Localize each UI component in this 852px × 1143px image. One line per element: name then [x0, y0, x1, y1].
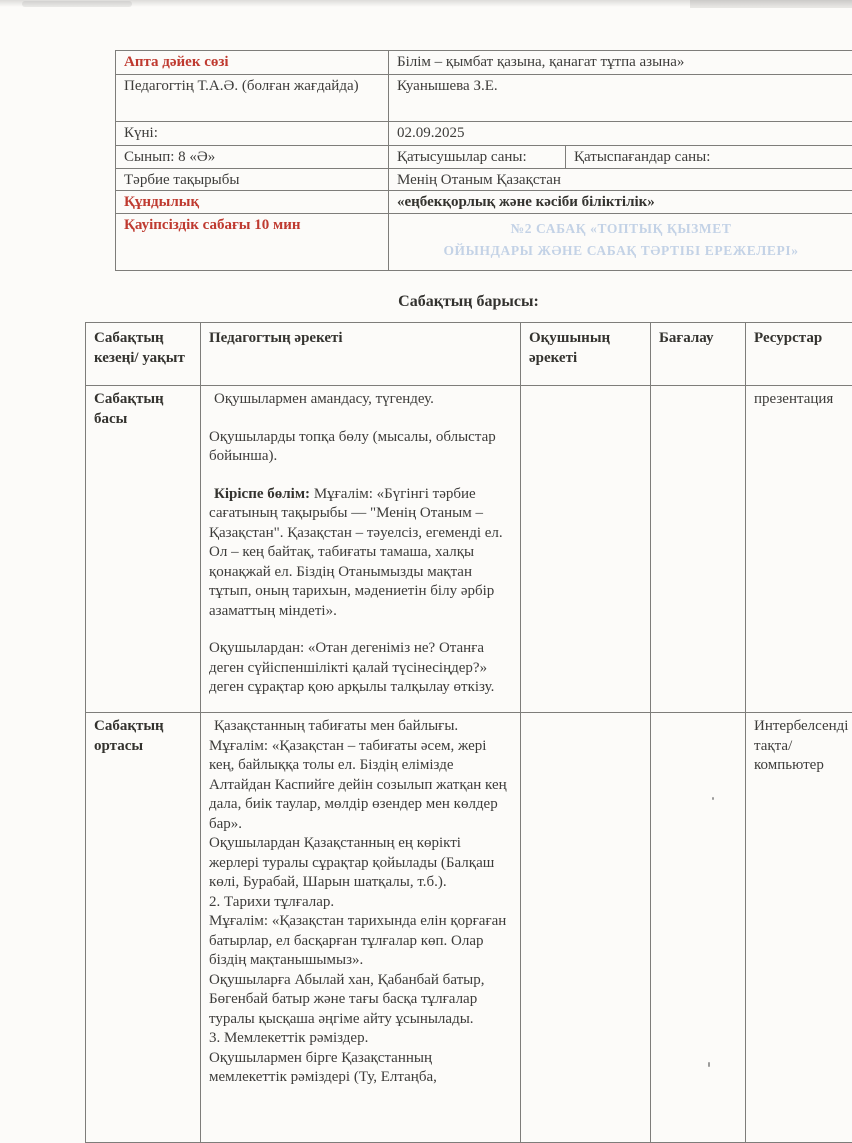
- info-row-topic: [116, 169, 852, 191]
- date-value: 02.09.2025: [397, 125, 465, 141]
- resources-cell: Интербелсенді тақта/ компьютер: [754, 718, 849, 773]
- pedagog-paragraph: Оқушылардан Қазақстанның ең көрікті жерлері туралы сұрақтар қойылады (Балқаш көлі, Бурабай, Шарын шатқалы, т.б.).: [209, 835, 495, 890]
- header-teacher-action: Педагогтың әрекеті: [201, 323, 521, 385]
- intro-lead: Кіріспе бөлім:: [214, 485, 311, 502]
- lesson-table-header: [86, 323, 852, 386]
- scan-smudge: [22, 1, 132, 7]
- teacher-action-cell: [201, 713, 521, 1142]
- pedagog-paragraph: Оқушыларды топқа бөлу (мысалы, облыстар бойынша).: [209, 428, 496, 464]
- pedagog-paragraph: 3. Мемлекеттік рәміздер.: [209, 1030, 369, 1046]
- participants-label: Қатысушылар саны:: [389, 146, 566, 168]
- values-label: Құндылық: [116, 191, 389, 213]
- resources-cell: презентация: [754, 391, 834, 407]
- info-row-class: [116, 146, 852, 169]
- teacher-label: Педагогтің Т.А.Ә. (болған жағдайда): [116, 75, 389, 121]
- teacher-action-cell: [201, 386, 521, 712]
- pedagog-paragraph: Қазақстанның табиғаты мен байлығы.: [214, 718, 459, 734]
- info-row-safety: [116, 214, 852, 271]
- section-heading: Сабақтың барысы:: [398, 293, 539, 310]
- teacher-name: Куанышева З.Е.: [397, 78, 498, 94]
- pedagog-paragraph: Мұғалім: «Қазақстан тарихында елін қорғаған батырлар, ел басқарған тұлғалар көп. Олар біздің мақтанышымыз».: [209, 913, 507, 968]
- info-row-teacher: [116, 75, 852, 122]
- faint-blue-stamp: [389, 214, 852, 270]
- header-stage: Сабақтың кезеңі/ уақыт: [86, 323, 201, 385]
- assessment-cell: [651, 713, 746, 1142]
- stage-cell: Сабақтың басы: [86, 386, 201, 712]
- quote-label: Апта дәйек сөзі: [116, 51, 389, 74]
- stamp-line-1: №2 САБАҚ «ТОПТЫҚ ҚЫЗМЕТ: [510, 221, 732, 236]
- quote-value: Білім – қымбат қазына, қанагат тұтпа азына»: [397, 54, 685, 70]
- info-row-date: [116, 122, 852, 146]
- date-label: Күні:: [116, 122, 389, 145]
- topic-label: Тәрбие тақырыбы: [116, 169, 389, 190]
- header-student-action: Оқушының әрекеті: [521, 323, 651, 385]
- absentees-label: Қатыспағандар саны:: [574, 149, 711, 165]
- pedagog-paragraph: Оқушылардан: «Отан дегеніміз не? Отанға деген сүйіспеншілікті қалай түсінесіңдер?» деген сұрақтар қою арқылы талқылау өткізу.: [209, 640, 495, 695]
- pedagog-paragraph: 2. Тарихи тұлғалар.: [209, 893, 335, 910]
- topic-value: Менің Отаным Қазақстан: [397, 172, 561, 188]
- safety-label: Қауіпсіздік сабағы 10 мин: [116, 214, 389, 270]
- pedagog-paragraph: Мұғалім: «Қазақстан – табиғаты әсем, жері кең, байлыққа толы ел. Біздің елімізде Алтайдан Каспийге дейін созылып жатқан кең дала, биік таулар, мөлдір өзендер мен көлдер бар».: [209, 737, 507, 832]
- lesson-flow-table: [85, 322, 852, 1143]
- stage-cell: Сабақтың ортасы: [86, 713, 201, 1142]
- info-row-value: [116, 191, 852, 214]
- pedagog-paragraph: [209, 485, 512, 622]
- header-resources: Ресурстар: [754, 330, 823, 346]
- student-action-cell: [521, 386, 651, 712]
- pedagog-paragraph: Оқушыларға Абылай хан, Қабанбай батыр, Бөгенбай батыр және тағы басқа тұлғалар туралы қысқаша әңгіме айту ұсынылады.: [209, 971, 485, 1027]
- table-row-lesson-middle: [86, 713, 852, 1143]
- student-action-cell: [521, 713, 651, 1142]
- assessment-cell: [651, 386, 746, 712]
- intro-rest: Мұғалім: «Бүгінгі тәрбие сағатының тақырыбы — "Менің Отаным – Қазақстан". Қазақстан – тәуелсіз, егеменді ел. Ол – кең байтақ, табиғаты тамаша, халқы қонақжай ел. Біздің Отанымызды мақтан тұтып, оның тарихын, мәдениетін білу әрбір азаматтың міндеті».: [209, 485, 503, 619]
- scan-smudge: [690, 0, 852, 8]
- header-assessment: Бағалау: [651, 323, 746, 385]
- info-row-quote: [116, 51, 852, 75]
- lesson-info-table: [115, 50, 852, 271]
- stamp-line-2: ОЙЫНДАРЫ ЖӘНЕ САБАҚ ТӘРТІБІ ЕРЕЖЕЛЕРІ»: [443, 243, 799, 258]
- values-value: «еңбекқорлық және кәсіби біліктілік»: [397, 194, 655, 210]
- pedagog-paragraph: Оқушылармен бірге Қазақстанның мемлекеттік рәміздері (Ту, Елтаңба,: [209, 1049, 437, 1085]
- pedagog-paragraph: Оқушылармен амандасу, түгендеу.: [214, 391, 434, 407]
- class-label: Сынып: 8 «Ә»: [116, 146, 389, 168]
- table-row-lesson-start: [86, 386, 852, 713]
